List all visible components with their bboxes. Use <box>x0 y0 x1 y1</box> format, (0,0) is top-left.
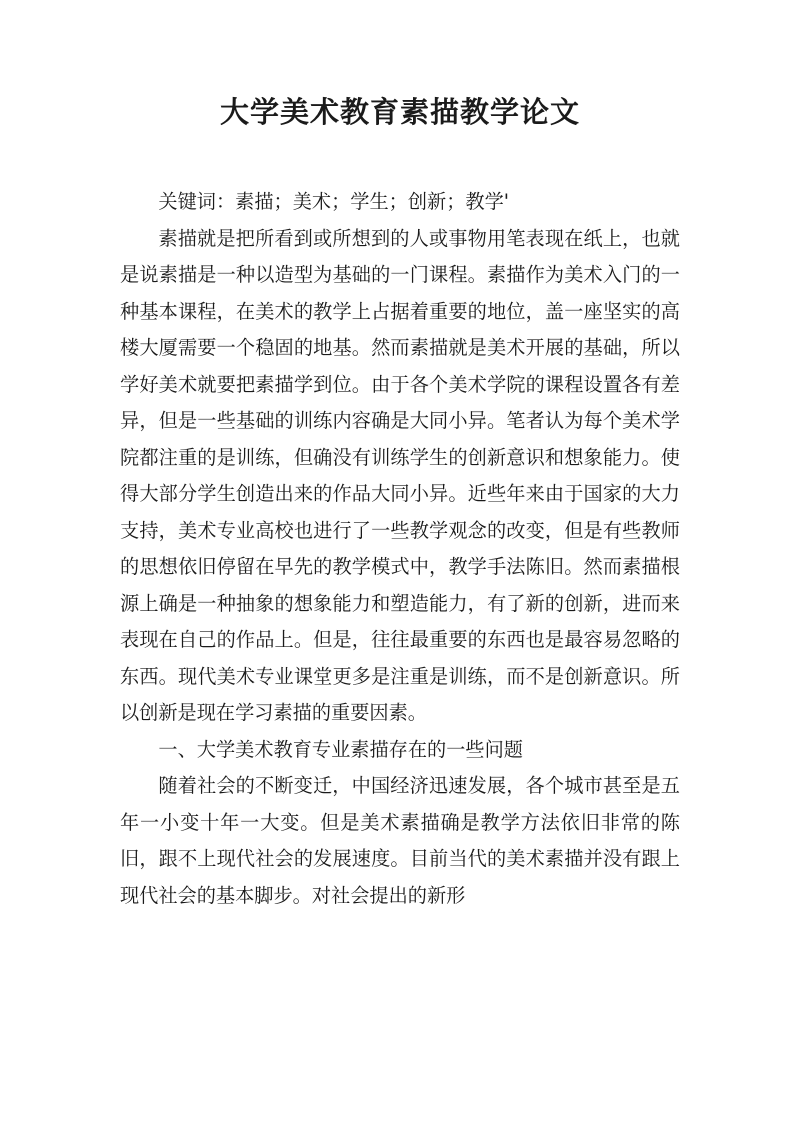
section-heading: 一、大学美术教育专业素描存在的一些问题 <box>158 737 523 761</box>
body-paragraph: 随着社会的不断变迁，中国经济迅速发展，各个城市甚至是五年一小变十年一大变。但是美术素描确是教学方法依旧非常的陈旧，跟不上现代社会的发展速度。目前当代的美术素描并没有跟上现代社会的基本脚步。对社会提出的新形 <box>120 774 680 907</box>
document-body <box>120 184 680 914</box>
document-title: 大学美术教育素描教学论文 <box>219 95 580 129</box>
keywords-line: 关键词：素描；美术；学生；创新；教学' <box>158 190 510 213</box>
body-paragraph: 素描就是把所看到或所想到的人或事物用笔表现在纸上，也就是说素描是一种以造型为基础的一门课程。素描作为美术入门的一种基本课程，在美术的教学上占据着重要的地位，盖一座坚实的高楼大厦需要一个稳固的地基。然而素描就是美术开展的基础，所以学好美术就要把素描学到位。由于各个美术学院的课程设置各有差异，但是一些基础的训练内容确是大同小异。笔者认为每个美术学院都注重的是训练，但确没有训练学生的创新意识和想象能力。使得大部分学生创造出来的作品大同小异。近些年来由于国家的大力支持，美术专业高校也进行了一些教学观念的改变，但是有些教师的思想依旧停留在早先的教学模式中，教学手法陈旧。然而素描根源上确是一种抽象的想象能力和塑造能力，有了新的创新，进而来表现在自己的作品上。但是，往往最重要的东西也是最容易忽略的东西。现代美术专业课堂更多是注重是训练，而不是创新意识。所以创新是现在学习素描的重要因素。 <box>120 226 680 724</box>
